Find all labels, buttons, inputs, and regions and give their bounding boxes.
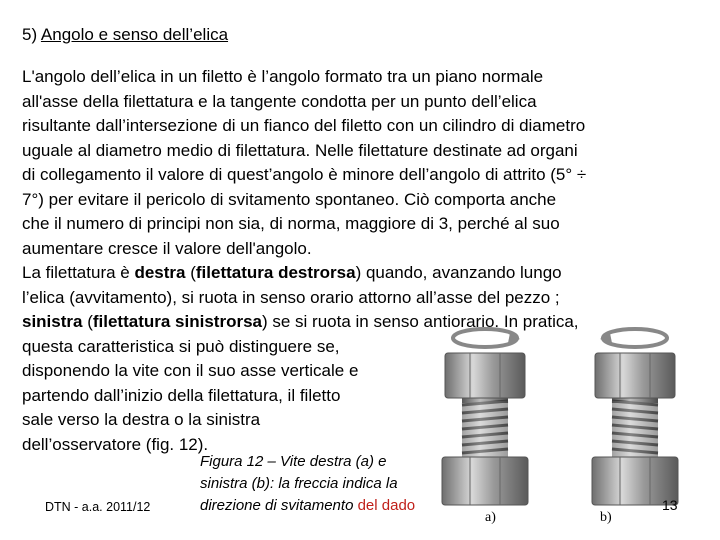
nut-b <box>595 353 675 398</box>
text-line <box>22 261 690 286</box>
text-line: uguale al diametro medio di filettatura. Nelle filettature destinate ad organi <box>22 140 578 160</box>
figure-label-b: b) <box>600 510 612 525</box>
text-line: risultante dall’intersezione di un fianco del filetto con un cilindro di diametro <box>22 116 586 135</box>
bold-term-sinistrorsa: filettatura sinistrorsa <box>92 312 262 331</box>
caption-run: direzione di svitamento <box>200 497 358 514</box>
text-line: questa caratteristica si può distinguere se, <box>22 336 340 356</box>
page-number: 13 <box>662 497 678 513</box>
text-line: che il numero di principi non sia, di norma, maggiore di 3, perché al suo <box>22 214 560 233</box>
rotation-arrow-a <box>453 329 517 347</box>
text-line: all'asse della filettatura e la tangente condotta per un punto dell’elica <box>22 91 537 111</box>
text-run: ( <box>185 263 196 282</box>
bolt-head-a <box>442 457 528 505</box>
text-line: disponendo la vite con il suo asse verticale e <box>22 361 359 380</box>
bolt-left-hand <box>592 329 678 505</box>
text-run: ( <box>82 312 93 331</box>
rotation-arrow-b <box>603 329 667 347</box>
section-heading: Angolo e senso dell’elica <box>40 25 229 44</box>
text-line: partendo dall’inizio della filettatura, il filetto <box>22 385 341 405</box>
text-run: ) quando, avanzando lungo <box>355 263 562 282</box>
footer-course: DTN - a.a. 2011/12 <box>45 500 151 514</box>
text-run: ) se si ruota in senso antiorario. In pratica, <box>261 312 579 331</box>
bolts-illustration <box>440 325 700 530</box>
nut-a <box>445 353 525 398</box>
text-run: La filettatura è <box>22 263 135 282</box>
text-line: dell’osservatore (fig. 12). <box>22 434 209 454</box>
text-line: sale verso la destra o la sinistra <box>22 410 261 429</box>
figure-label-a: a) <box>485 510 496 525</box>
text-line: aumentare cresce il valore dell'angolo. <box>22 238 312 258</box>
section-number: 5) <box>22 25 38 44</box>
text-line: L'angolo dell’elica in un filetto è l’angolo formato tra un piano normale <box>22 67 544 86</box>
text-line: l’elica (avvitamento), si ruota in senso orario attorno all’asse del pezzo ; <box>22 287 560 307</box>
bold-term-destra: destra <box>134 263 186 282</box>
bolt-figure <box>440 325 700 530</box>
caption-line: sinistra (b): la freccia indica la <box>200 475 398 492</box>
text-line: di collegamento il valore di quest’angolo è minore dell’angolo di attrito (5° ÷ <box>22 165 587 184</box>
caption-highlight: del dado <box>357 497 416 514</box>
bold-term-sinistra: sinistra <box>22 312 83 331</box>
bold-term-destrorsa: filettatura destrorsa <box>195 263 356 282</box>
figure-caption <box>200 451 450 517</box>
text-line: 7°) per evitare il pericolo di svitamento spontaneo. Ciò comporta anche <box>22 189 557 209</box>
caption-line <box>200 495 450 517</box>
bolt-right-hand <box>442 329 528 505</box>
section-title <box>22 25 228 45</box>
caption-line: Figura 12 – Vite destra (a) e <box>200 453 387 470</box>
